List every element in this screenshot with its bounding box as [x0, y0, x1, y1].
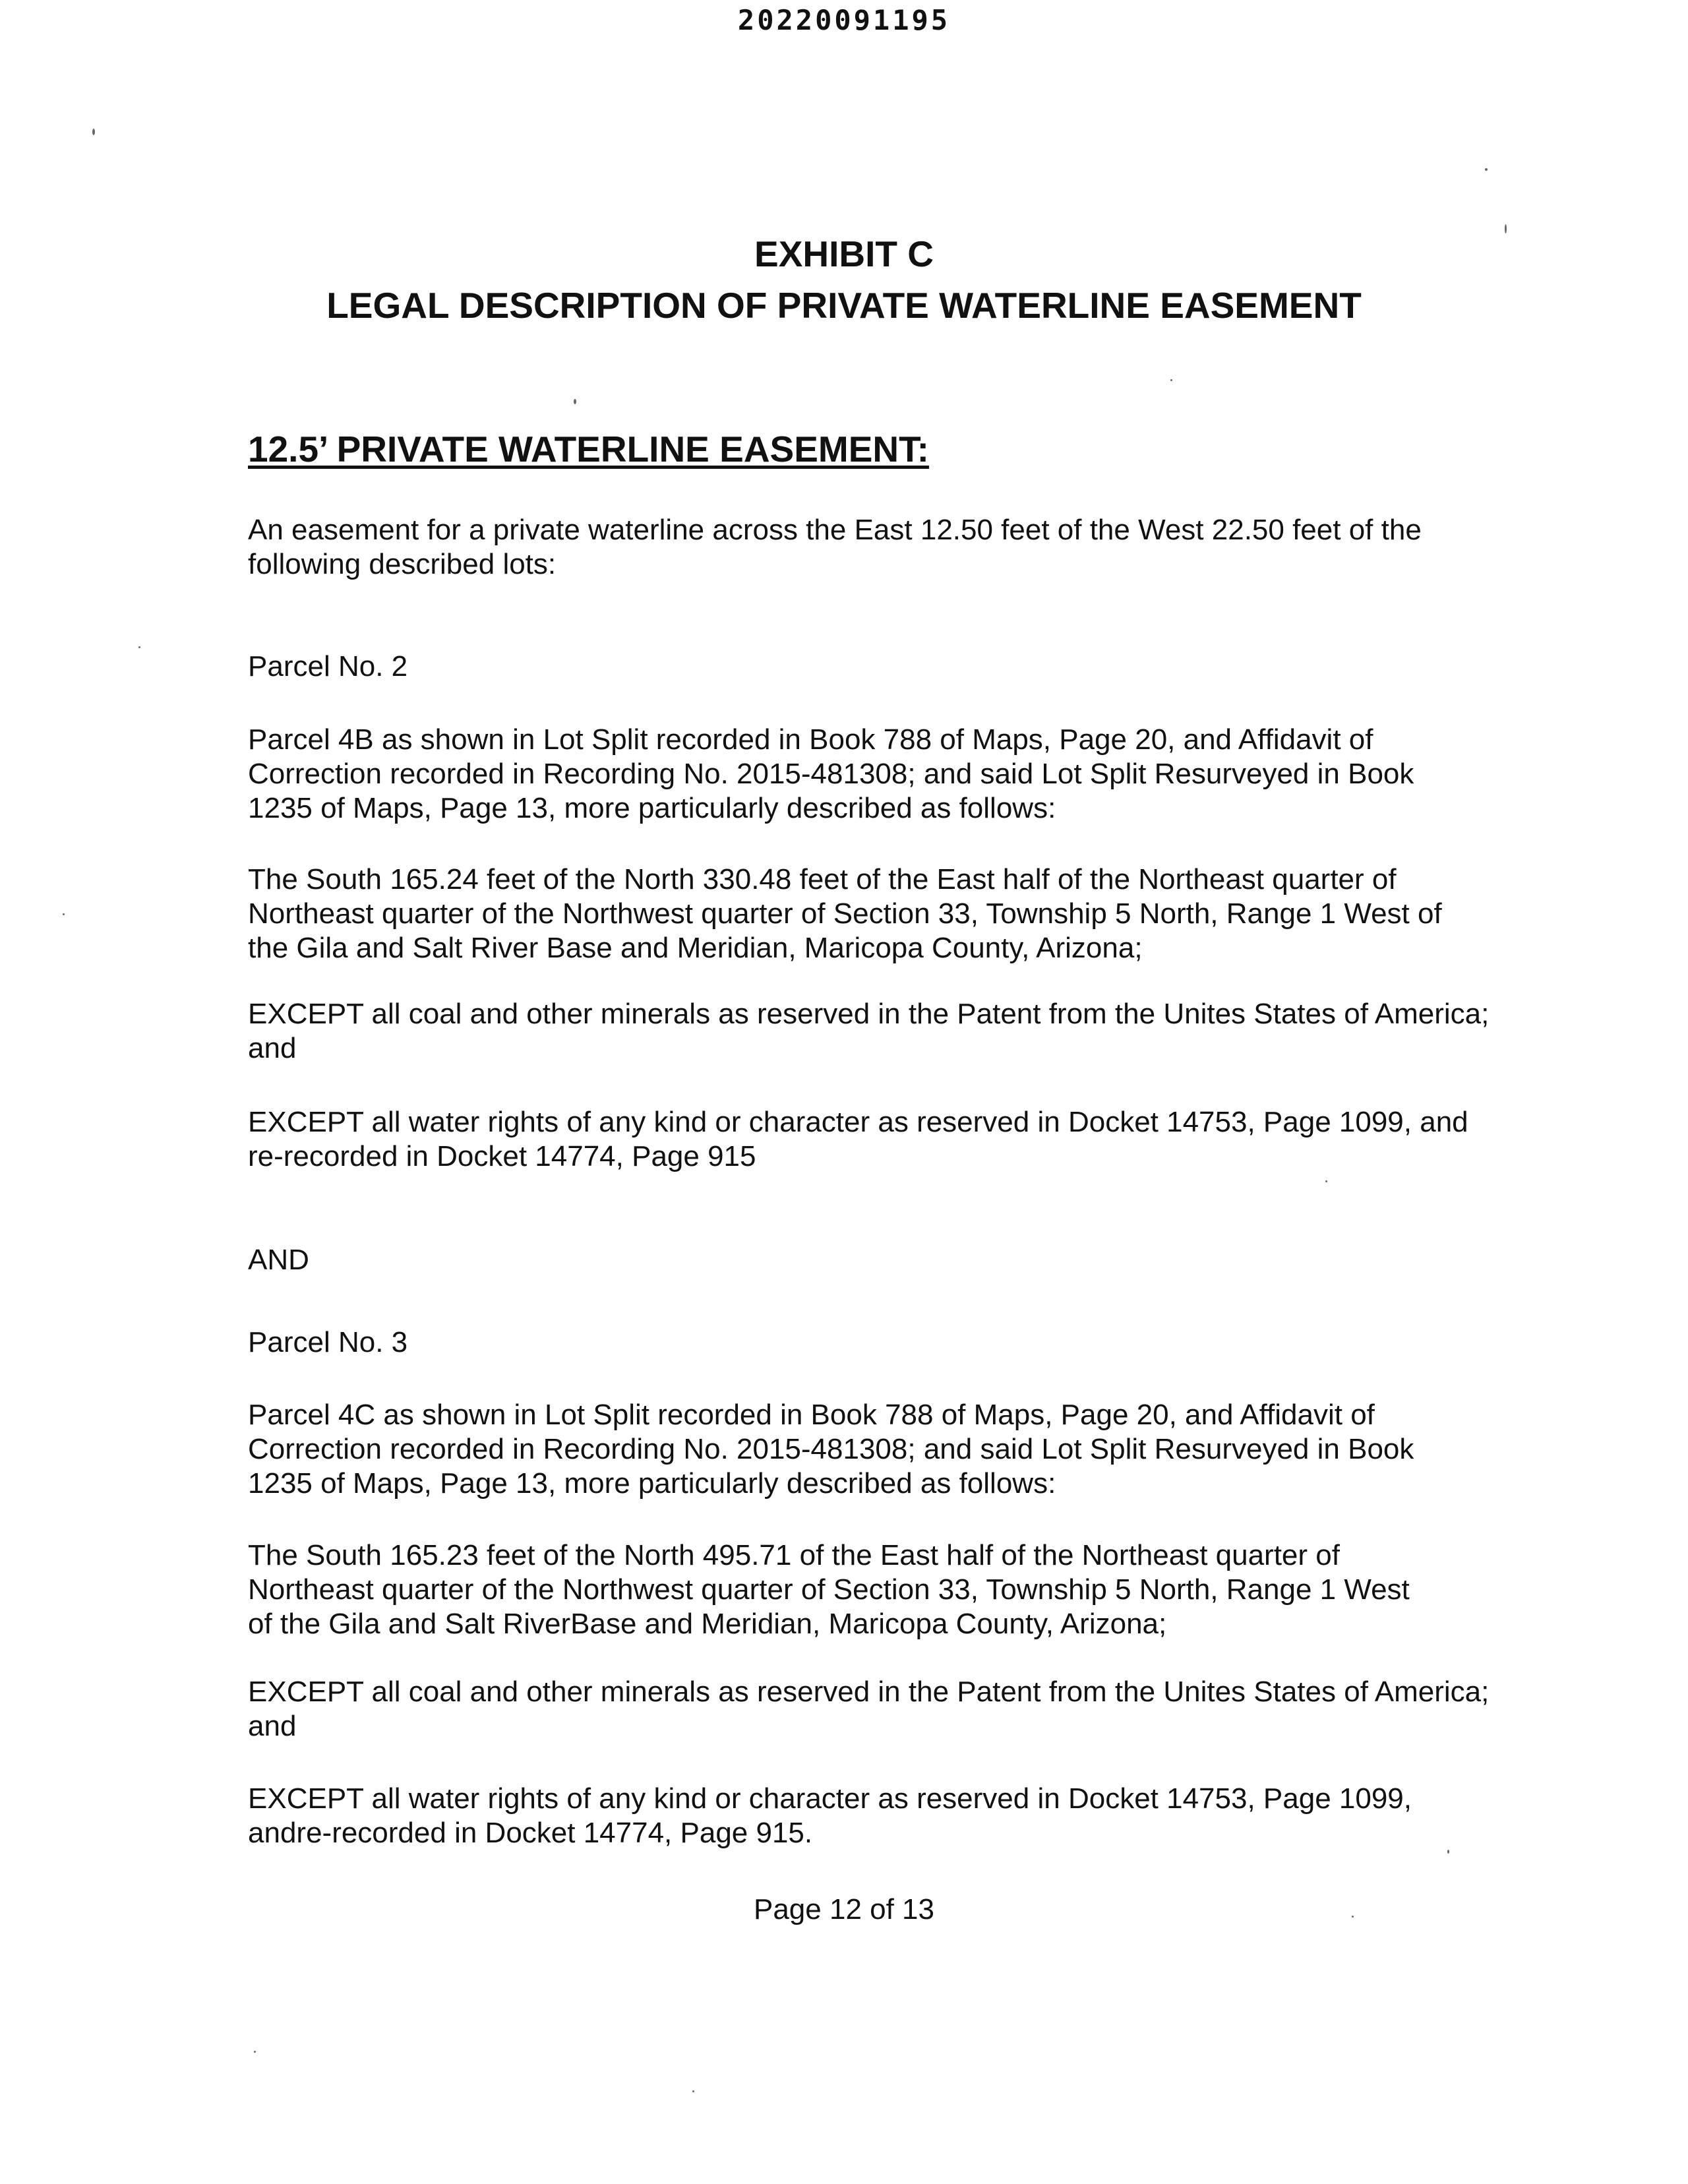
scan-speck: [254, 2051, 256, 2053]
parcel-2-description: Parcel 4B as shown in Lot Split recorded in Book 788 of Maps, Page 20, and Affidavit of Correction recorded in Recording No. 2015-481308; and said Lot Split Resurveyed in Book 1235 of Maps, Page 13, more particularly described as follows:: [248, 723, 1414, 824]
parcel-3-description: Parcel 4C as shown in Lot Split recorded in Book 788 of Maps, Page 20, and Affidavit of Correction recorded in Recording No. 2015-481308; and said Lot Split Resurveyed in Book 1235 of Maps, Page 13, more particularly described as follows:: [248, 1399, 1414, 1500]
scan-speck: [1170, 379, 1172, 381]
parcel-2-water-rights-exception: EXCEPT all water rights of any kind or character as reserved in Docket 14753, Page 1099, and re-recorded in Docket 14774, Page 915: [248, 1106, 1468, 1172]
parcel-3-mineral-exception: EXCEPT all coal and other minerals as reserved in the Patent from the Unites States of America; and: [248, 1676, 1490, 1742]
and-connector: AND: [248, 1244, 309, 1276]
parcel-2-mineral-exception: EXCEPT all coal and other minerals as reserved in the Patent from the Unites States of America; and: [248, 998, 1490, 1064]
document-number: 20220091195: [737, 4, 951, 36]
scan-speck: [692, 2090, 694, 2092]
page-number: Page 12 of 13: [753, 1893, 934, 1926]
scan-speck: [1352, 1916, 1354, 1918]
scan-speck: [1485, 168, 1488, 171]
scan-speck: [1447, 1850, 1449, 1854]
section-heading: 12.5’ PRIVATE WATERLINE EASEMENT:: [248, 429, 929, 470]
intro-paragraph: An easement for a private waterline across the East 12.50 feet of the West 22.50 feet of the following described lots:: [248, 514, 1422, 580]
scan-speck: [138, 646, 140, 648]
scan-speck: [63, 913, 65, 915]
scan-speck: [1325, 1180, 1327, 1182]
parcel-2-label: Parcel No. 2: [248, 650, 408, 682]
scan-speck: [1505, 224, 1507, 233]
exhibit-subtitle: LEGAL DESCRIPTION OF PRIVATE WATERLINE EASEMENT: [326, 285, 1362, 326]
exhibit-title: EXHIBIT C: [754, 233, 934, 274]
scan-speck: [574, 399, 576, 404]
parcel-3-water-rights-exception: EXCEPT all water rights of any kind or character as reserved in Docket 14753, Page 1099, andre-recorded in Docket 14774, Page 915.: [248, 1782, 1412, 1849]
parcel-2-legal-description: The South 165.24 feet of the North 330.48 feet of the East half of the Northeast quarter of Northeast quarter of the Northwest quarter of Section 33, Township 5 North, Range 1 West of the Gila and Salt River Base and Meridian, Maricopa County, Arizona;: [248, 863, 1442, 964]
parcel-3-label: Parcel No. 3: [248, 1326, 408, 1358]
parcel-3-legal-description: The South 165.23 feet of the North 495.71 of the East half of the Northeast quarter of Northeast quarter of the Northwest quarter of Section 33, Township 5 North, Range 1 West of the Gila and Salt RiverBase and Meridian, Maricopa County, Arizona;: [248, 1539, 1410, 1640]
scan-speck: [92, 129, 95, 135]
